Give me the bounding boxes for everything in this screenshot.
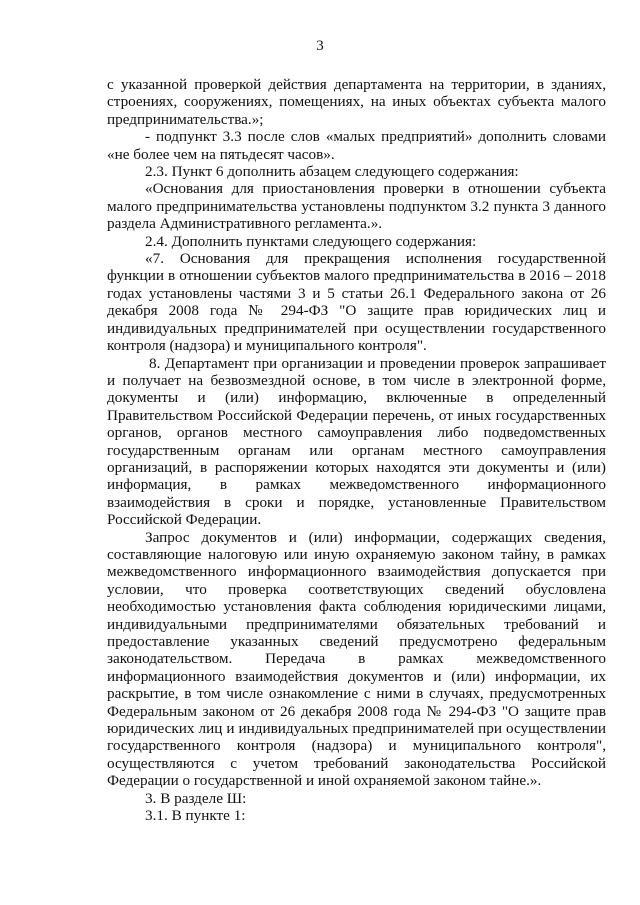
paragraph-item-2-4: 2.4. Дополнить пунктами следующего содержания: [145,232,477,250]
paragraph-section-3: 3. В разделе Ш: [145,789,247,807]
paragraph-item-2-3: 2.3. Пункт 6 дополнить абзацем следующего содержания: [145,163,519,181]
page-number: 3 [316,38,324,54]
paragraph-suspension-grounds: «Основания для приостановления проверки в отношении субъекта малого предпринимательства установлены подпунктом 3.2 пункта 3 данного раздела Административного регламента.». [107,180,606,233]
paragraph-point-7: «7. Основания для прекращения исполнения государственной функции в отношении субъектов малого предпринимательства в 2016 – 2018 годах установлены частями 3 и 5 статьи 26.1 Федерального закона от 26 декабря 2008 года № 294-ФЗ "О защите прав юридических лиц и индивидуальных предпринимателей при осуществлении государственного контроля (надзора) и муниципального контроля". [107,250,606,355]
paragraph-item-3-1: 3.1. В пункте 1: [145,807,246,825]
paragraph-continuation: с указанной проверкой действия департамента на территории, в зданиях, строениях, сооружениях, помещениях, на иных объектах субъекта малого предпринимательства.»; [107,76,606,128]
paragraph-subpoint-3-3: - подпункт 3.3 после слов «малых предприятий» дополнить словами «не более чем на пятьдесят часов». [107,128,606,163]
paragraph-point-8: 8. Департамент при организации и проведении проверок запрашивает и получает на безвозмездной основе, в том числе в электронной форме, документы и (или) информацию, включенные в определенный Правительством Российской Федерации перечень, от иных государственных органов, органов местного самоуправления либо подведомственных государственным органам или органам местного самоуправления организаций, в распоряжении которых находятся эти документы и (или) информация, в рамках межведомственного информационного взаимодействия в сроки и порядке, установленные Правительством Российской Федерации. [107,354,606,529]
paragraph-document-request: Запрос документов и (или) информации, содержащих сведения, составляющие налоговую или иную охраняемую законом тайну, в рамках межведомственного информационного взаимодействия допускается при условии, что проверка соответствующих сведений обусловлена необходимостью установления факта соблюдения юридическими лицами, индивидуальными предпринимателями обязательных требований и предоставление указанных сведений предусмотрено федеральным законодательством. Передача в рамках межведомственного информационного взаимодействия документов и (или) информации, их раскрытие, в том числе ознакомление с ними в случаях, предусмотренных Федеральным законом от 26 декабря 2008 года № 294-ФЗ "О защите прав юридических лиц и индивидуальных предпринимателей при осуществлении государственного контроля (надзора) и муниципального контроля", осуществляются с учетом требований законодательства Российской Федерации о государственной и иной охраняемой законом тайне.». [107,528,606,790]
document-body [107,76,606,824]
